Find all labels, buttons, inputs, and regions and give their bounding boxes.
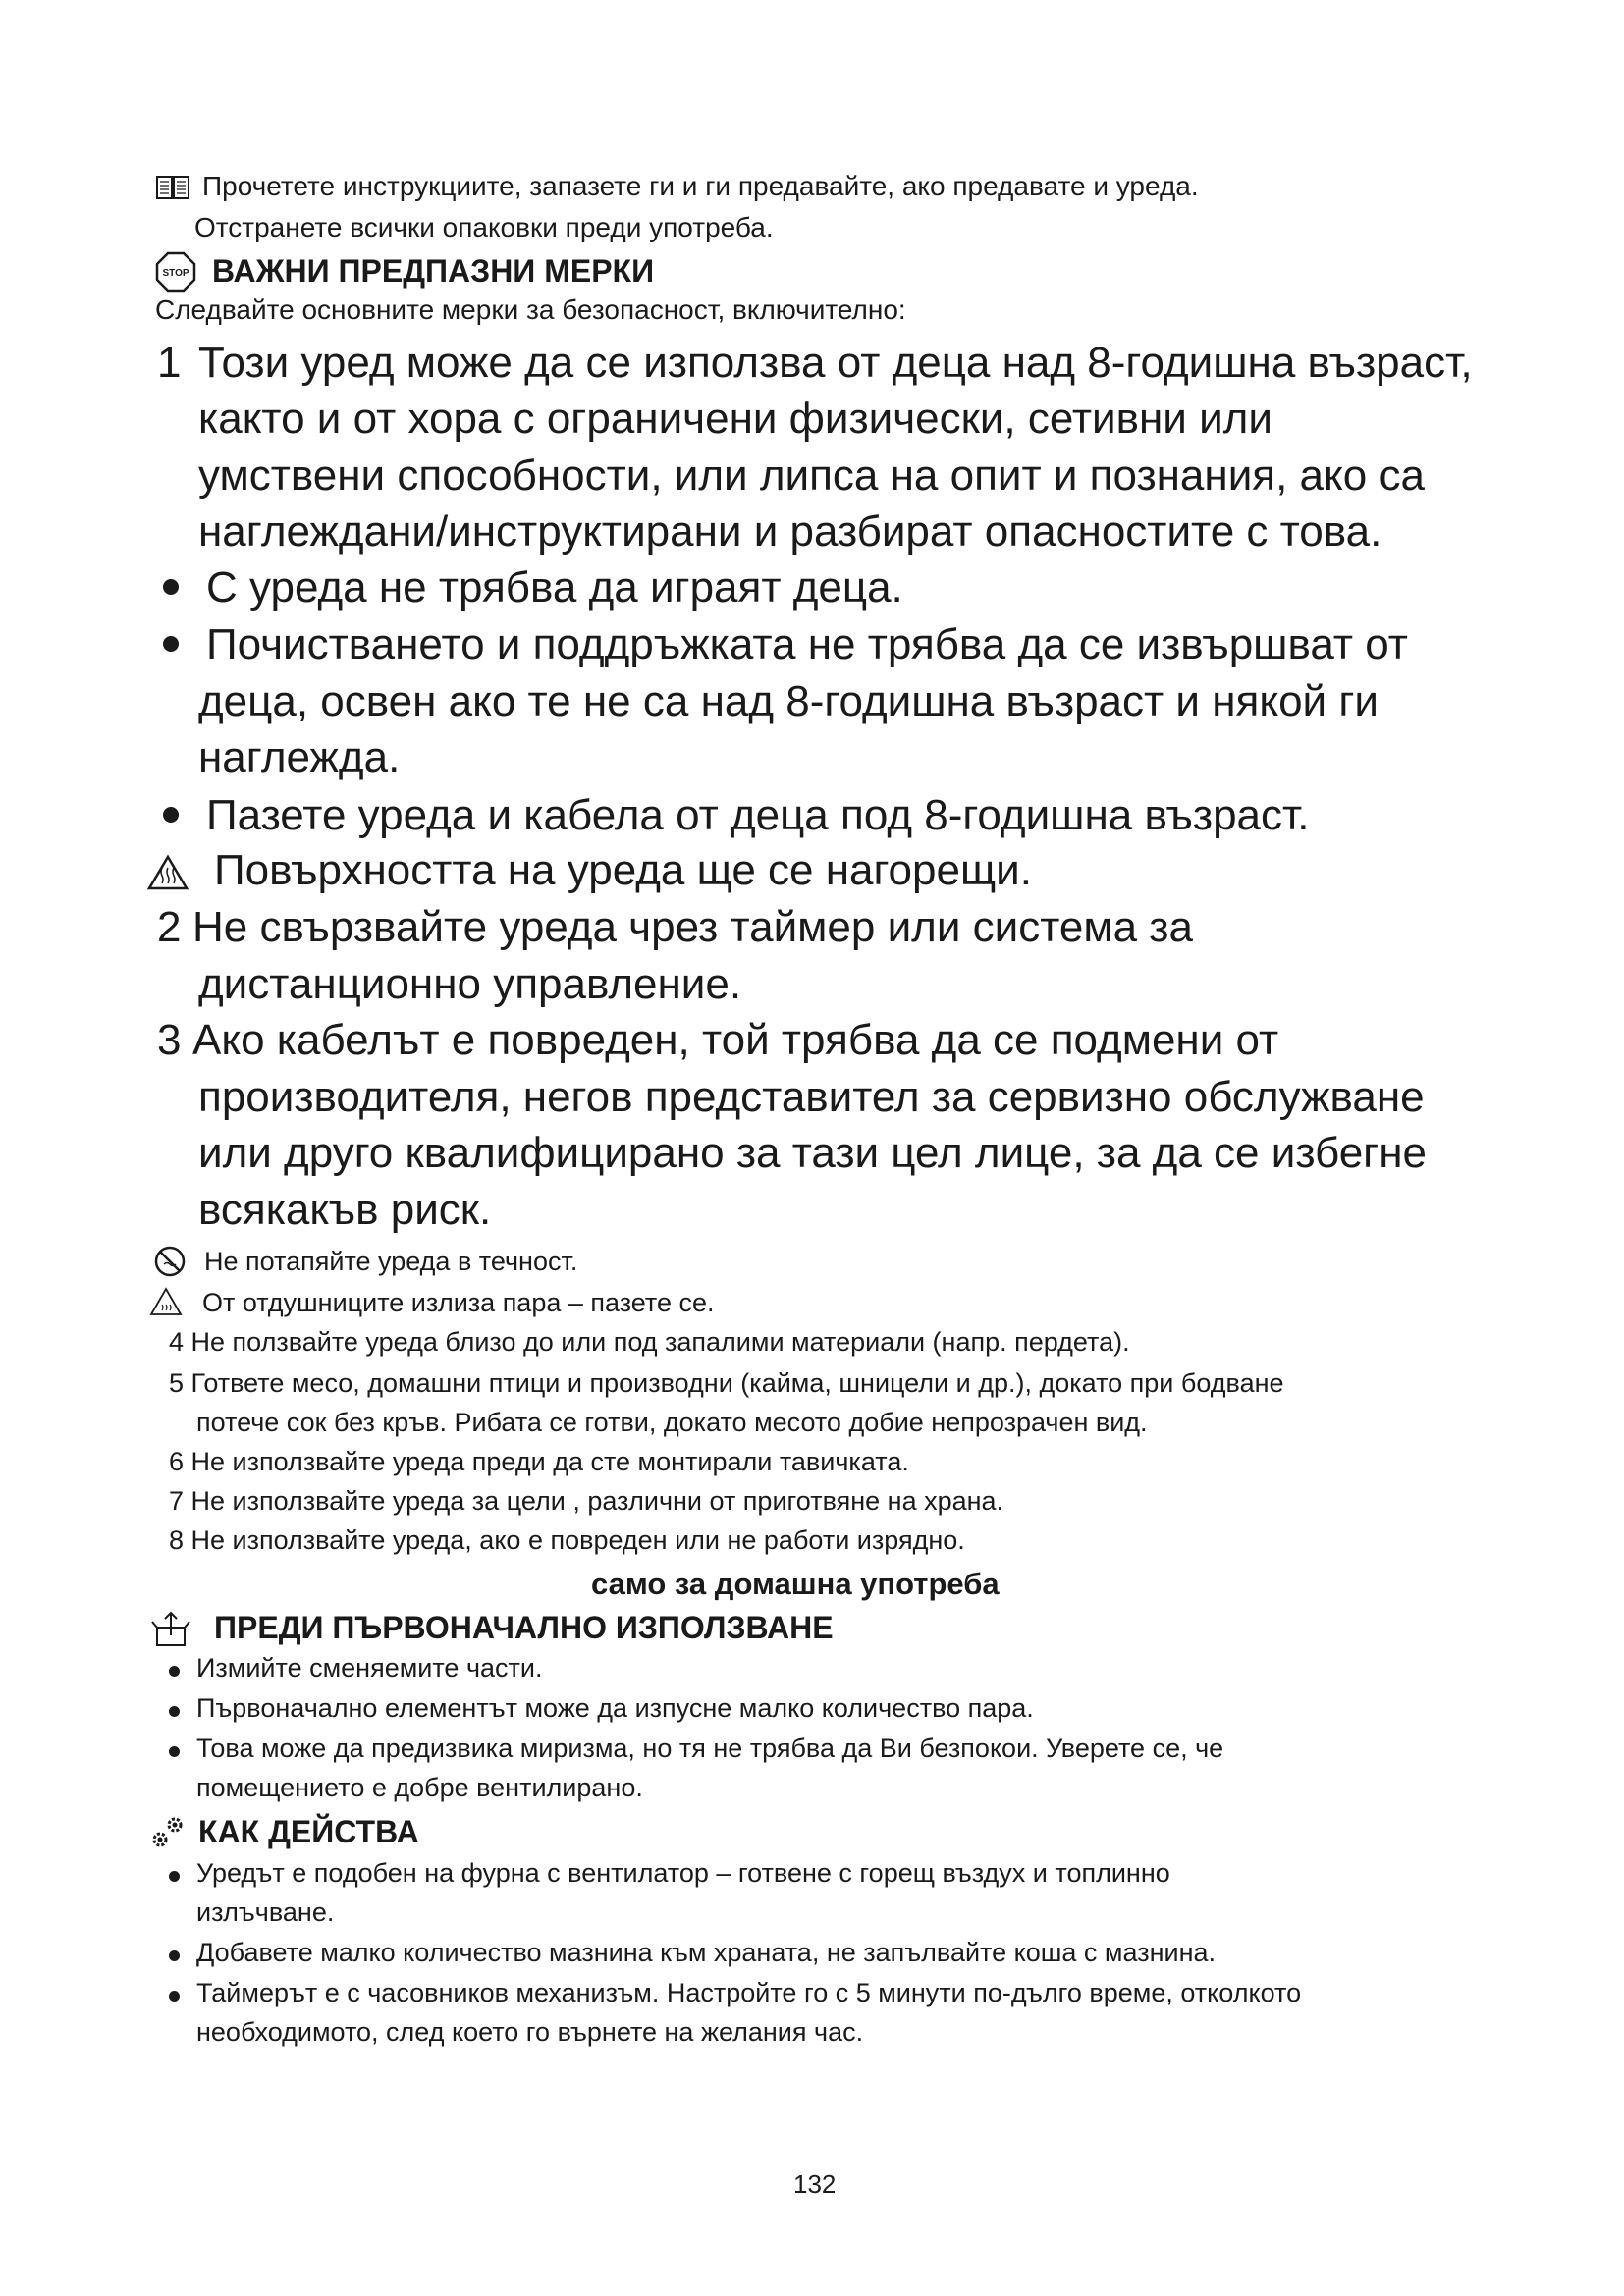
how-it-works-bullet-1-line-2: излъчване. xyxy=(196,1897,335,1927)
steam-warning-icon xyxy=(149,1286,183,1317)
before-first-use-bullet-3-line-1: Това може да предизвика миризма, но тя не трябва да Ви безпокои. Уверете се, че xyxy=(196,1734,1224,1763)
steam-warning: От отдушниците излиза пара – пазете се. xyxy=(202,1288,715,1317)
item-5-line-2: потече сок без кръв. Рибата се готви, докато месото добие непрозрачен вид. xyxy=(196,1408,1148,1437)
bullet-dot xyxy=(169,1991,180,2002)
bullet-c: Пазете уреда и кабела от деца под 8-годишна възраст. xyxy=(206,791,1310,839)
box-unpack-icon xyxy=(151,1610,190,1649)
item-4: 4 Не ползвайте уреда близо до или под запалими материали (напр. пердета). xyxy=(169,1327,1130,1357)
bullet-dot xyxy=(163,636,179,652)
no-immerse-warning: Не потапяйте уреда в течност. xyxy=(204,1247,578,1276)
how-it-works-bullet-1-line-1: Уредът е подобен на фурна с вентилатор – готвене с горещ въздух и топлинно xyxy=(196,1858,1170,1888)
item-1-number: 1 xyxy=(157,339,182,387)
item-1-line-1: Този уред може да се използва от деца над 8-годишна възраст, xyxy=(198,339,1473,387)
item-3-line-4: всякакъв риск. xyxy=(198,1186,492,1234)
how-it-works-bullet-3-line-2: необходимото, след което го върнете на желания час. xyxy=(196,2017,864,2047)
page-number: 132 xyxy=(793,2169,837,2199)
item-8: 8 Не използвайте уреда, ако е повреден или не работи изрядно. xyxy=(169,1525,965,1555)
item-6: 6 Не използвайте уреда преди да сте монтирали тавичката. xyxy=(169,1447,909,1476)
safety-subheading: Следвайте основните мерки за безопасност, включително: xyxy=(155,294,906,325)
bullet-dot xyxy=(169,1871,180,1882)
before-first-use-bullet-1: Измийте сменяемите части. xyxy=(196,1653,543,1682)
item-2-number: 2 xyxy=(157,903,182,951)
bullet-dot xyxy=(163,807,179,823)
item-1-line-2: както и от хора с ограничени физически, сетивни или xyxy=(198,395,1272,443)
no-immerse-icon xyxy=(153,1245,187,1278)
item-2-line-2: дистанционно управление. xyxy=(198,960,742,1008)
safety-heading: ВАЖНИ ПРЕДПАЗНИ МЕРКИ xyxy=(212,253,655,289)
hot-surface-warning: Повърхността на уреда ще се нагорещи. xyxy=(214,846,1032,894)
bullet-dot xyxy=(169,1746,180,1757)
bullet-b-line-1: Почистването и поддръжката не трябва да се извършват от xyxy=(206,620,1408,668)
bullet-dot xyxy=(169,1950,180,1961)
bullet-a: С уреда не трябва да играят деца. xyxy=(206,563,903,612)
bullet-b-line-3: наглежда. xyxy=(198,733,401,781)
item-3-line-1: Ако кабелът е повреден, той трябва да се подмени от xyxy=(192,1016,1279,1064)
how-it-works-bullet-2: Добавете малко количество мазнина към храната, не запълвайте коша с мазнина. xyxy=(196,1938,1217,1967)
gears-icon xyxy=(147,1814,187,1851)
intro-line-2: Отстранете всички опаковки преди употреба. xyxy=(194,212,774,242)
bullet-dot xyxy=(169,1706,180,1717)
item-1-line-4: наглеждани/инструктирани и разбират опасностите с това. xyxy=(198,507,1382,556)
item-1-line-3: умствени способности, или липса на опит и познания, ако са xyxy=(198,452,1425,500)
bullet-dot xyxy=(163,579,179,595)
svg-text:STOP: STOP xyxy=(162,268,189,279)
item-2-line-1: Не свързвайте уреда чрез таймер или система за xyxy=(192,903,1193,951)
book-icon xyxy=(155,173,190,202)
item-5-line-1: 5 Гответе месо, домашни птици и производни (кайма, шницели и др.), докато при бодване xyxy=(169,1368,1284,1398)
how-it-works-heading: КАК ДЕЙСТВА xyxy=(198,1814,419,1849)
intro-line-1: Прочетете инструкциите, запазете ги и ги предавайте, ако предавате и уреда. xyxy=(202,171,1199,201)
bullet-dot xyxy=(169,1666,180,1677)
item-3-line-2: производителя, негов представител за сервизно обслужване xyxy=(198,1073,1425,1121)
bullet-b-line-2: деца, освен ако те не са над 8-годишна възраст и някой ги xyxy=(198,677,1379,725)
before-first-use-heading: ПРЕДИ ПЪРВОНАЧАЛНО ИЗПОЛЗВАНЕ xyxy=(214,1610,834,1645)
hot-surface-warning-icon xyxy=(147,854,189,891)
how-it-works-bullet-3-line-1: Таймерът е с часовников механизъм. Настройте го с 5 минути по-дълго време, отколкото xyxy=(196,1978,1302,2007)
item-3-line-3: или друго квалифицирано за тази цел лице, за да се избегне xyxy=(198,1129,1427,1177)
home-use-note: само за домашна употреба xyxy=(591,1567,1000,1601)
item-3-number: 3 xyxy=(157,1016,182,1064)
item-7: 7 Не използвайте уреда за цели , различни от приготвяне на храна. xyxy=(169,1486,1004,1516)
before-first-use-bullet-2: Първоначално елементът може да изпусне малко количество пара. xyxy=(196,1693,1034,1723)
stop-icon xyxy=(155,251,196,293)
before-first-use-bullet-3-line-2: помещението е добре вентилирано. xyxy=(196,1773,643,1802)
